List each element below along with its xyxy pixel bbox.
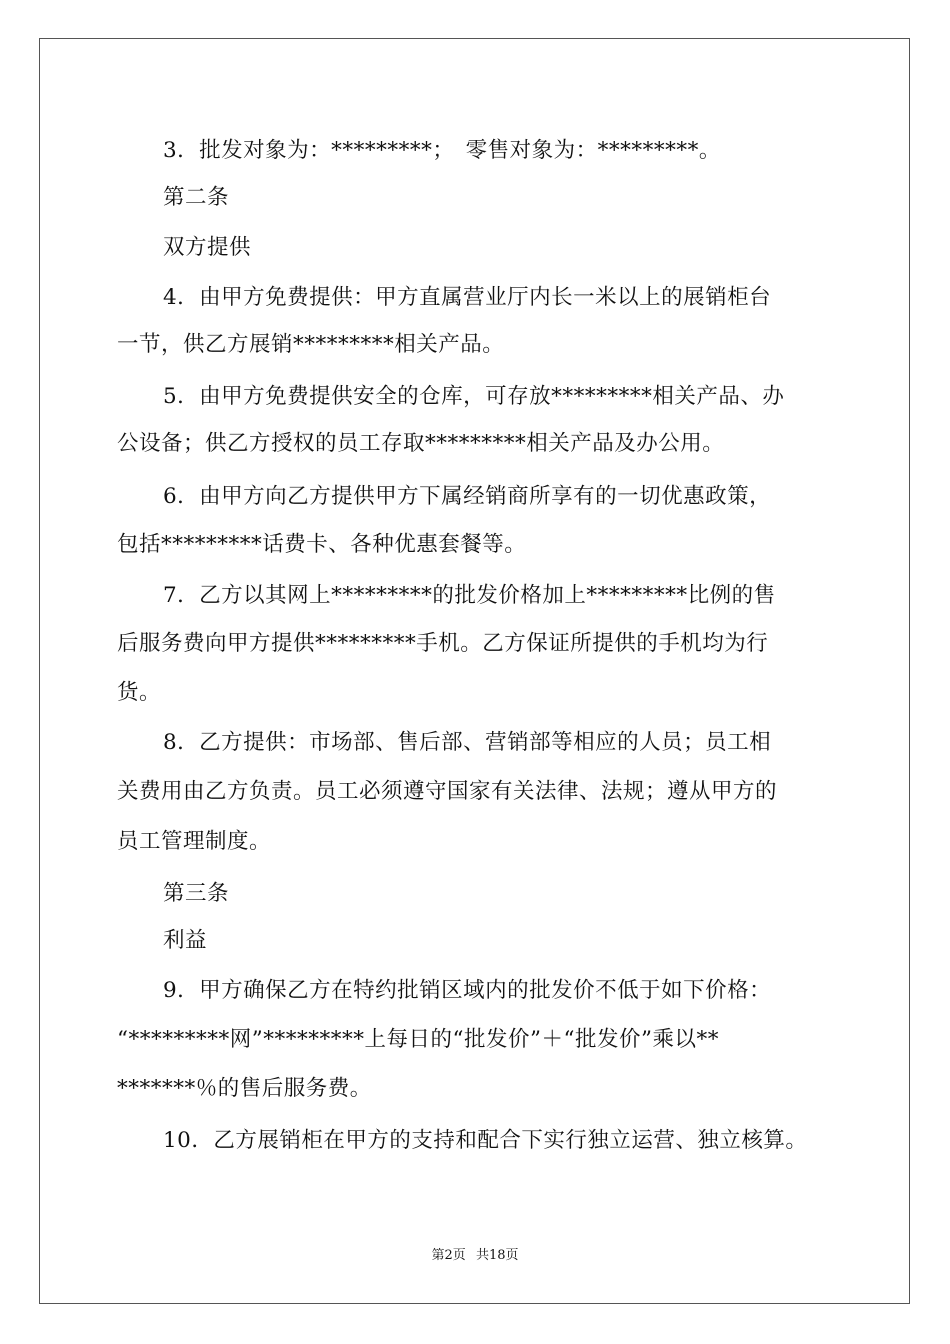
paragraph-item-8-line-1: 8．乙方提供：市场部、售后部、营销部等相应的人员；员工相 xyxy=(163,730,772,755)
paragraph-item-10: 10．乙方展销柜在甲方的支持和配合下实行独立运营、独立核算。 xyxy=(163,1128,808,1153)
paragraph-item-5-line-2: 公设备；供乙方授权的员工存取*********相关产品及办公用。 xyxy=(117,431,725,456)
total-pages: 共18页 xyxy=(475,1248,519,1263)
page-number: 第2页 xyxy=(431,1248,466,1263)
article-heading-3: 第三条 xyxy=(163,881,230,906)
article-title-3: 利益 xyxy=(163,928,208,953)
paragraph-item-4-line-2: 一节，供乙方展销*********相关产品。 xyxy=(117,332,505,357)
page-border xyxy=(39,38,910,1304)
page-footer xyxy=(0,1247,950,1265)
paragraph-item-5-line-1: 5．由甲方免费提供安全的仓库，可存放*********相关产品、办 xyxy=(163,384,785,409)
paragraph-item-8-line-3: 员工管理制度。 xyxy=(117,829,272,854)
article-heading-2: 第二条 xyxy=(163,185,230,210)
paragraph-item-7-line-1: 7．乙方以其网上*********的批发价格加上*********比例的售 xyxy=(163,583,776,608)
paragraph-item-7-line-3: 货。 xyxy=(117,680,162,705)
paragraph-item-8-line-2: 关费用由乙方负责。员工必须遵守国家有关法律、法规；遵从甲方的 xyxy=(117,779,778,804)
paragraph-item-9-line-3: *******％的售后服务费。 xyxy=(117,1076,372,1101)
paragraph-item-6-line-2: 包括*********话费卡、各种优惠套餐等。 xyxy=(117,532,527,557)
paragraph-item-3: 3．批发对象为：*********； 零售对象为：*********。 xyxy=(163,138,721,163)
paragraph-item-4-line-1: 4．由甲方免费提供：甲方直属营业厅内长一米以上的展销柜台 xyxy=(163,285,772,310)
paragraph-item-9-line-2: “*********网”*********上每日的“批发价”＋“批发价”乘以** xyxy=(117,1027,719,1052)
paragraph-item-7-line-2: 后服务费向甲方提供*********手机。乙方保证所提供的手机均为行 xyxy=(117,631,769,656)
paragraph-item-6-line-1: 6．由甲方向乙方提供甲方下属经销商所享有的一切优惠政策， xyxy=(163,484,772,509)
paragraph-item-9-line-1: 9．甲方确保乙方在特约批销区域内的批发价不低于如下价格： xyxy=(163,978,772,1003)
article-title-2: 双方提供 xyxy=(163,235,252,260)
